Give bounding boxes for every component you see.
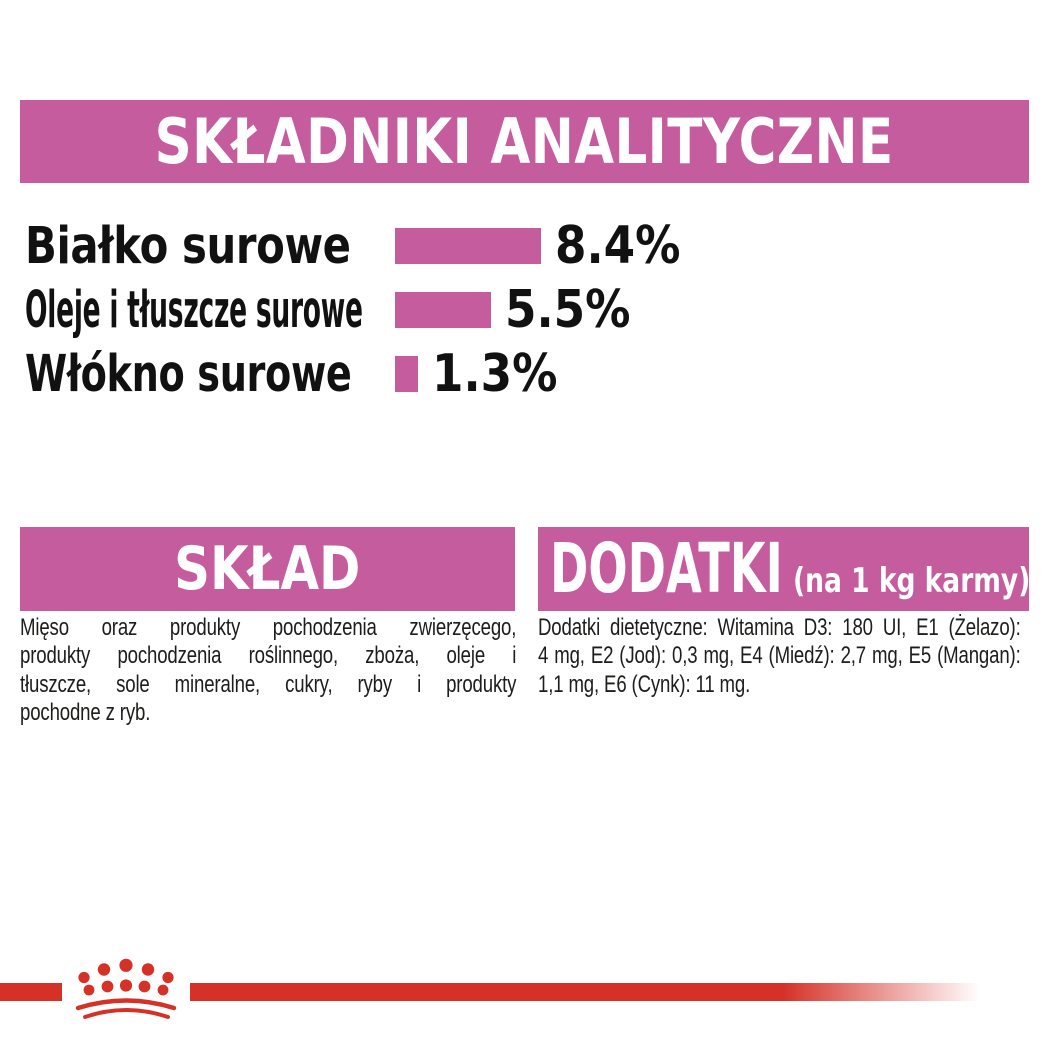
- text-line: Mięso oraz produkty pochodzenia zwierzęcego,: [20, 614, 517, 641]
- additives-subtitle: (na 1 kg karmy): [793, 561, 1031, 601]
- analytical-constituents-banner: [20, 100, 1029, 183]
- chart-bar: [395, 228, 541, 264]
- composition-banner: [20, 527, 515, 611]
- chart-category-label: Białko surowe: [25, 216, 351, 276]
- additives-banner: [538, 527, 1029, 611]
- chart-row: [25, 214, 1025, 278]
- additives-title-row: [550, 529, 1031, 609]
- text-line: 4 mg, E2 (Jod): 0,3 mg, E4 (Miedź): 2,7 mg, E5 (Mangan):: [538, 642, 1021, 670]
- text-line: tłuszcze, sole mineralne, cukry, ryby i produkty: [20, 670, 517, 698]
- text-line: pochodne z ryb.: [20, 698, 151, 726]
- page-title: SKŁADNIKI ANALITYCZNE: [155, 105, 894, 178]
- footer-line-left: [0, 983, 62, 1001]
- nutrition-bar-chart: [25, 214, 1025, 406]
- chart-rows: [25, 214, 1025, 406]
- composition-title: SKŁAD: [174, 534, 361, 604]
- sklad-body: [20, 614, 516, 727]
- text-line: Dodatki dietetyczne: Witamina D3: 180 UI, E1 (Żelazo):: [538, 614, 1021, 641]
- chart-category-label: Włókno surowe: [25, 344, 352, 404]
- chart-bar: [395, 292, 491, 328]
- chart-value-label: 5.5%: [505, 280, 631, 340]
- footer-line-right: [190, 983, 980, 1001]
- dodatki-body: [538, 614, 1021, 699]
- chart-value-label: 8.4%: [555, 216, 681, 276]
- chart-category-label: Oleje i tłuszcze surowe: [25, 280, 363, 340]
- chart-bar: [395, 356, 418, 392]
- royal-canin-crown-icon: [72, 955, 182, 1023]
- chart-row: [25, 342, 1025, 406]
- text-line: 1,1 mg, E6 (Cynk): 11 mg.: [538, 670, 751, 698]
- additives-title: DODATKI: [550, 529, 783, 609]
- chart-value-label: 1.3%: [432, 344, 558, 404]
- text-line: produkty pochodzenia roślinnego, zboża, oleje i: [20, 642, 517, 670]
- chart-row: [25, 278, 1025, 342]
